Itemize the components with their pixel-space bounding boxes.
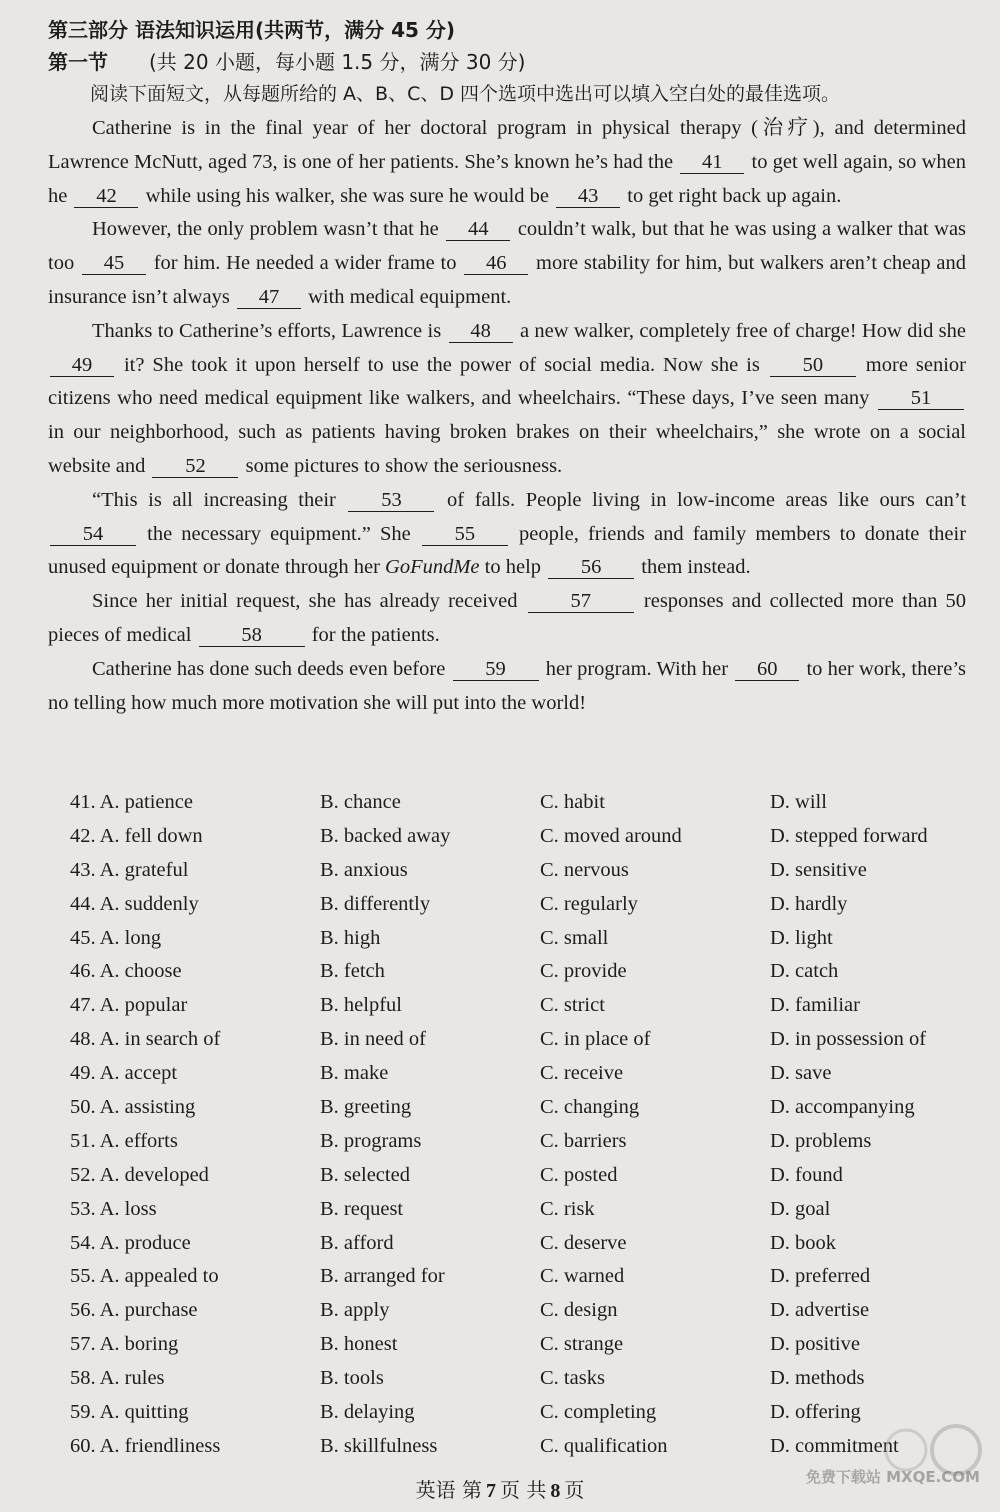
passage-text: them instead. <box>641 556 751 579</box>
question-58-options <box>70 1362 970 1396</box>
option-a: 53. A. loss <box>70 1197 157 1220</box>
passage-text: Since her initial request, she has already received <box>92 590 518 613</box>
passage-text: with medical equipment. <box>308 285 512 308</box>
option-d: D. book <box>770 1231 837 1254</box>
passage-text: it? She took it upon herself to use the power of social media. Now she is <box>123 353 760 376</box>
blank-47: 47 <box>237 286 301 309</box>
passage-text: for the patients. <box>311 623 440 646</box>
option-d: D. catch <box>770 960 839 983</box>
footer-ye: 页 <box>500 1478 520 1502</box>
option-b: B. in need of <box>320 1028 426 1051</box>
option-c: C. small <box>540 926 609 949</box>
paragraph-1 <box>48 112 966 213</box>
option-b: B. honest <box>320 1333 398 1356</box>
option-d: D. in possession of <box>770 1028 927 1051</box>
blank-45: 45 <box>82 252 146 275</box>
option-b: B. delaying <box>320 1401 415 1424</box>
option-a: 46. A. choose <box>70 960 182 983</box>
passage-text: to get right back up again. <box>627 184 842 207</box>
question-52-options <box>70 1159 970 1193</box>
option-c: C. strange <box>540 1333 624 1356</box>
question-41-options <box>70 786 970 820</box>
passage <box>48 112 966 720</box>
option-d: D. offering <box>770 1401 861 1424</box>
option-a: 42. A. fell down <box>70 824 203 847</box>
option-d: D. positive <box>770 1333 860 1356</box>
option-b: B. selected <box>320 1163 410 1186</box>
question-45-options <box>70 922 970 956</box>
blank-43: 43 <box>556 185 620 208</box>
option-b: B. tools <box>320 1367 384 1390</box>
question-60-options <box>70 1430 970 1464</box>
passage-text: However, the only problem wasn’t that he <box>92 218 439 241</box>
blank-53: 53 <box>348 489 434 512</box>
option-b: B. greeting <box>320 1096 412 1119</box>
option-b: B. skillfulness <box>320 1434 438 1457</box>
passage-text: to get well again, so when he <box>48 150 967 207</box>
option-c: C. risk <box>540 1197 595 1220</box>
option-a: 49. A. accept <box>70 1062 178 1085</box>
option-c: C. habit <box>540 791 605 813</box>
passage-text: while using his walker, she was sure he would be <box>145 184 550 207</box>
footer-gong: 共 <box>526 1478 547 1502</box>
paragraph-3 <box>48 315 966 484</box>
option-d: D. light <box>770 926 833 949</box>
passage-text: “This is all increasing their <box>92 488 336 511</box>
option-b: B. afford <box>320 1231 394 1254</box>
watermark-text: 免费下载站 MXQE.COM <box>805 1468 980 1486</box>
passage-text: a new walker, completely free of charge! How did she <box>519 319 967 342</box>
option-a: 50. A. assisting <box>70 1096 196 1119</box>
gofundme-name: GoFundMe <box>385 556 480 579</box>
option-d: D. will <box>770 791 827 813</box>
option-a: 41. A. patience <box>70 791 193 813</box>
question-54-options <box>70 1227 970 1261</box>
option-c: C. posted <box>540 1163 618 1186</box>
answer-options <box>70 786 970 1464</box>
option-a: 51. A. efforts <box>70 1129 178 1152</box>
option-a: 48. A. in search of <box>70 1028 221 1051</box>
blank-56: 56 <box>548 556 634 579</box>
question-47-options <box>70 989 970 1023</box>
passage-text: of falls. People living in low-income areas like ours can’t <box>447 488 967 511</box>
directions: 阅读下面短文，从每题所给的 A、B、C、D 四个选项中选出可以填入空白处的最佳选项。 <box>90 83 841 105</box>
option-d: D. accompanying <box>770 1096 915 1119</box>
option-a: 52. A. developed <box>70 1163 209 1186</box>
blank-49: 49 <box>50 354 114 377</box>
watermark-logo-icon <box>836 1420 986 1500</box>
option-b: B. high <box>320 926 381 949</box>
question-50-options <box>70 1091 970 1125</box>
option-c: C. strict <box>540 994 605 1017</box>
question-48-options <box>70 1023 970 1057</box>
footer-subject: 英语 <box>415 1478 456 1502</box>
passage-text: responses and collected more than 50 pieces of medical <box>48 590 967 646</box>
option-d: D. goal <box>770 1197 831 1220</box>
option-a: 43. A. grateful <box>70 858 189 881</box>
option-b: B. helpful <box>320 994 402 1017</box>
option-d: D. advertise <box>770 1299 870 1322</box>
passage-text: Catherine has done such deeds even before <box>92 657 446 680</box>
passage-text: in our neighborhood, such as patients having broken brakes on their wheelchairs,” she wrote on a social website and <box>48 421 966 477</box>
passage-text: to help <box>484 556 542 579</box>
paragraph-6 <box>48 653 966 721</box>
option-c: C. provide <box>540 960 627 983</box>
option-b: B. anxious <box>320 858 408 881</box>
blank-48: 48 <box>449 320 513 343</box>
blank-57: 57 <box>528 590 634 613</box>
option-c: C. design <box>540 1299 618 1322</box>
option-c: C. tasks <box>540 1367 605 1390</box>
question-57-options <box>70 1328 970 1362</box>
question-59-options <box>70 1396 970 1430</box>
passage-text: more senior citizens who need medical equipment like walkers, and wheelchairs. “These days, I’ve seen many <box>48 353 966 410</box>
option-c: C. deserve <box>540 1231 627 1254</box>
question-46-options <box>70 955 970 989</box>
option-b: B. fetch <box>320 960 385 983</box>
option-a: 58. A. rules <box>70 1367 165 1390</box>
option-c: C. warned <box>540 1265 625 1288</box>
option-c: C. completing <box>540 1401 657 1424</box>
option-d: D. sensitive <box>770 858 867 881</box>
question-56-options <box>70 1294 970 1328</box>
question-42-options <box>70 820 970 854</box>
blank-42: 42 <box>74 185 138 208</box>
option-b: B. programs <box>320 1129 422 1152</box>
option-d: D. methods <box>770 1367 865 1390</box>
option-a: 54. A. produce <box>70 1231 191 1254</box>
blank-51: 51 <box>878 387 964 410</box>
option-b: B. request <box>320 1197 404 1220</box>
blank-59: 59 <box>453 658 539 681</box>
blank-58: 58 <box>199 624 305 647</box>
option-b: B. backed away <box>320 824 451 847</box>
option-d: D. problems <box>770 1129 872 1152</box>
blank-52: 52 <box>152 455 238 478</box>
option-a: 45. A. long <box>70 926 162 949</box>
blank-55: 55 <box>422 523 508 546</box>
question-49-options <box>70 1057 970 1091</box>
passage-text: people, friends and family members to donate their unused equipment or donate through her <box>48 522 967 579</box>
blank-44: 44 <box>446 218 510 241</box>
footer-di: 第 <box>462 1478 482 1502</box>
passage-text: more stability for him, but walkers aren’t cheap and insurance isn’t always <box>48 252 966 308</box>
passage-text: couldn’t walk, but that he was using a walker that was too <box>48 218 967 275</box>
footer-total-pages: 8 <box>550 1480 561 1502</box>
subsection-rule: (共 20 小题，每小题 1.5 分，满分 30 分) <box>149 50 526 74</box>
option-d: D. save <box>770 1062 832 1085</box>
footer-page-number: 7 <box>486 1480 496 1502</box>
option-d: D. commitment <box>770 1434 899 1457</box>
option-d: D. stepped forward <box>770 824 928 847</box>
blank-60: 60 <box>735 658 799 681</box>
option-b: B. arranged for <box>320 1265 445 1288</box>
passage-text: to her work, there’s no telling how much more motivation she will put into the world! <box>48 657 967 714</box>
subsection-name: 第一节 <box>48 50 108 74</box>
option-b: B. chance <box>320 791 401 813</box>
passage-text: Catherine is in the final year of her doctoral program in physical therapy (治疗), and determined Lawrence McNutt, aged 73, is one of her patients. She’s known he’s had the <box>48 117 966 173</box>
option-a: 47. A. popular <box>70 994 188 1017</box>
passage-text: some pictures to show the seriousness. <box>245 454 563 477</box>
question-53-options <box>70 1193 970 1227</box>
paragraph-4 <box>48 484 966 585</box>
question-51-options <box>70 1125 970 1159</box>
option-a: 55. A. appealed to <box>70 1265 219 1288</box>
blank-54: 54 <box>50 523 136 546</box>
option-c: C. moved around <box>540 824 682 847</box>
blank-46: 46 <box>464 252 528 275</box>
option-b: B. differently <box>320 892 431 915</box>
passage-text: Thanks to Catherine’s efforts, Lawrence is <box>92 319 442 342</box>
question-43-options <box>70 854 970 888</box>
option-d: D. found <box>770 1163 843 1186</box>
option-a: 44. A. suddenly <box>70 892 199 915</box>
option-a: 56. A. purchase <box>70 1299 198 1322</box>
subsection-header <box>48 46 966 78</box>
option-a: 60. A. friendliness <box>70 1434 221 1457</box>
option-d: D. hardly <box>770 892 848 915</box>
option-a: 59. A. quitting <box>70 1401 189 1424</box>
option-c: C. changing <box>540 1096 640 1119</box>
paragraph-5 <box>48 585 966 653</box>
option-c: C. regularly <box>540 892 638 915</box>
option-c: C. qualification <box>540 1434 668 1457</box>
section-title: 第三部分 语法知识运用(共两节，满分 45 分) <box>48 18 456 42</box>
blank-41: 41 <box>680 151 744 174</box>
option-d: D. preferred <box>770 1265 871 1288</box>
blank-50: 50 <box>770 354 856 377</box>
passage-text: her program. With her <box>545 657 729 680</box>
option-a: 57. A. boring <box>70 1333 179 1356</box>
paragraph-2 <box>48 213 966 314</box>
option-c: C. nervous <box>540 858 629 881</box>
passage-text: for him. He needed a wider frame to <box>153 252 457 275</box>
option-d: D. familiar <box>770 994 860 1017</box>
footer-ye2: 页 <box>564 1478 585 1502</box>
option-b: B. apply <box>320 1299 390 1322</box>
option-c: C. receive <box>540 1062 624 1085</box>
option-b: B. make <box>320 1062 389 1085</box>
option-c: C. barriers <box>540 1129 627 1152</box>
option-c: C. in place of <box>540 1028 651 1051</box>
question-55-options <box>70 1260 970 1294</box>
passage-text: the necessary equipment.” She <box>147 522 411 545</box>
question-44-options <box>70 888 970 922</box>
